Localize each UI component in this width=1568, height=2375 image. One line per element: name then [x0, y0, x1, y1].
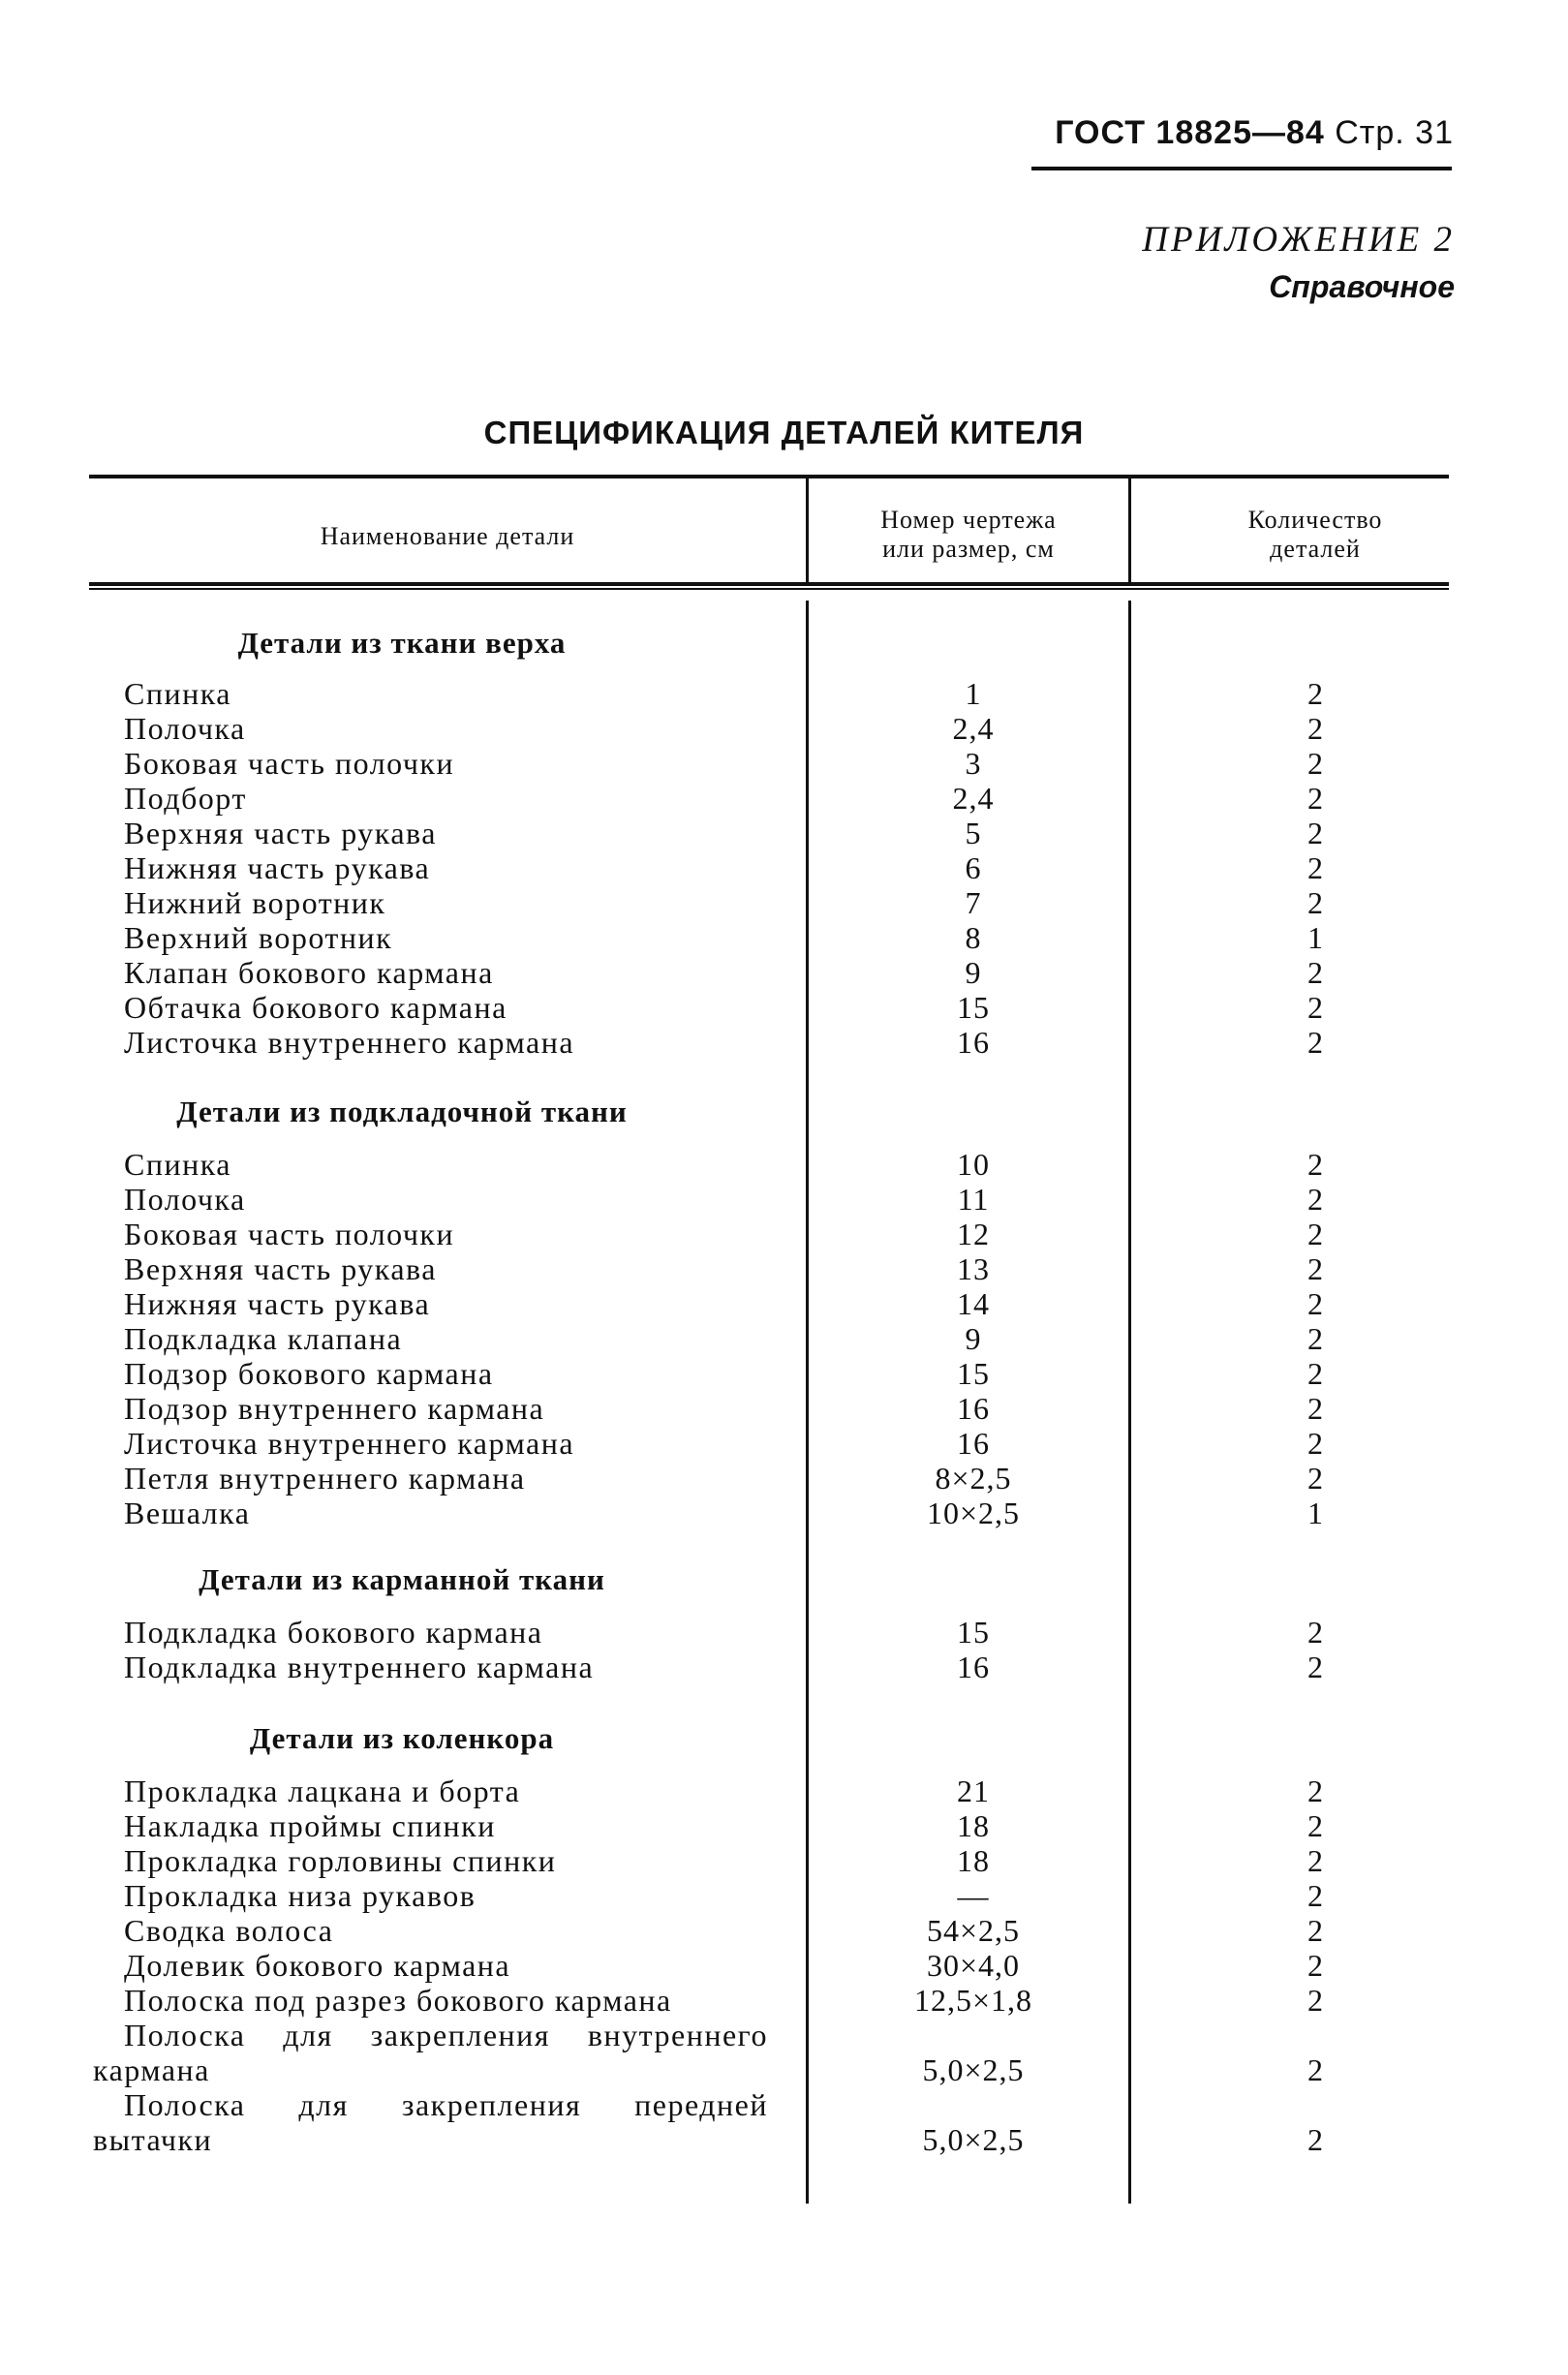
row-name: Полочка [124, 711, 246, 746]
column-header-number-line1: Номер чертежа [880, 506, 1057, 534]
row-quantity: 2 [1307, 1025, 1323, 1060]
row-name: Прокладка лацкана и борта [124, 1774, 521, 1808]
row-number: 21 [957, 1774, 990, 1808]
row-number: 6 [965, 850, 982, 885]
row-quantity: 2 [1307, 1615, 1323, 1650]
row-quantity: 2 [1307, 1913, 1323, 1948]
table-row [0, 1496, 1568, 1530]
page-number: Стр. 31 [1335, 114, 1454, 151]
row-quantity: 2 [1307, 1182, 1323, 1217]
column-header-quantity-line2: деталей [1270, 535, 1361, 563]
row-number: 5,0×2,5 [922, 2122, 1025, 2157]
column-header-quantity [1131, 506, 1499, 564]
row-quantity: 2 [1307, 1321, 1323, 1356]
table-row [0, 990, 1568, 1025]
section-title: Детали из карманной ткани [199, 1562, 605, 1596]
table-row [0, 1182, 1568, 1217]
row-name: Подкладка внутреннего кармана [124, 1650, 595, 1684]
row-name-line2: кармана [93, 2052, 210, 2087]
table-row [0, 920, 1568, 955]
row-quantity: 2 [1307, 1774, 1323, 1808]
row-name: Нижняя часть рукава [124, 1286, 431, 1321]
table-row [0, 676, 1568, 711]
row-number: 16 [957, 1650, 990, 1684]
row-quantity: 2 [1307, 990, 1323, 1025]
document-header [1055, 114, 1454, 152]
row-number: 8×2,5 [935, 1461, 1012, 1496]
row-name: Боковая часть полочки [124, 746, 455, 781]
row-name: Долевик бокового кармана [124, 1948, 511, 1983]
row-number: 18 [957, 1808, 990, 1843]
row-number: 5,0×2,5 [922, 2052, 1025, 2087]
row-number: 3 [965, 746, 982, 781]
table-row [0, 1843, 1568, 1878]
row-number: 15 [957, 990, 990, 1025]
row-quantity: 2 [1307, 781, 1323, 816]
row-name: Боковая часть полочки [124, 1217, 455, 1251]
row-name: Подборт [124, 781, 247, 816]
row-name: Клапан бокового кармана [124, 955, 494, 990]
table-row [0, 2087, 1568, 2157]
row-number: 30×4,0 [926, 1948, 1021, 1983]
row-name: Петля внутреннего кармана [124, 1461, 526, 1496]
row-quantity: 2 [1307, 1286, 1323, 1321]
row-name: Нижняя часть рукава [124, 850, 431, 885]
table-row [0, 1913, 1568, 1948]
row-number: — [957, 1878, 990, 1913]
row-number: 2,4 [952, 711, 995, 746]
row-number: 14 [957, 1286, 990, 1321]
section-title: Детали из подкладочной ткани [176, 1095, 628, 1128]
row-name: Прокладка горловины спинки [124, 1843, 557, 1878]
row-name: Верхняя часть рукава [124, 1251, 437, 1286]
row-quantity: 1 [1307, 920, 1323, 955]
row-quantity: 2 [1307, 1217, 1323, 1251]
row-quantity: 2 [1307, 746, 1323, 781]
column-header-number-line2: или размер, см [882, 535, 1055, 563]
row-number: 54×2,5 [926, 1913, 1021, 1948]
row-name: Нижний воротник [124, 885, 386, 920]
row-quantity: 2 [1307, 1948, 1323, 1983]
row-quantity: 2 [1307, 711, 1323, 746]
row-quantity: 2 [1307, 1356, 1323, 1391]
row-quantity: 2 [1307, 1461, 1323, 1496]
row-name: Верхняя часть рукава [124, 816, 437, 850]
row-quantity: 2 [1307, 816, 1323, 850]
row-quantity: 2 [1307, 2122, 1323, 2157]
row-name: Верхний воротник [124, 920, 393, 955]
row-number: 12 [957, 1217, 990, 1251]
row-quantity: 2 [1307, 1983, 1323, 2018]
table-row [0, 1321, 1568, 1356]
gost-number: ГОСТ 18825—84 [1055, 114, 1325, 151]
table-row [0, 1948, 1568, 1983]
row-name: Обтачка бокового кармана [124, 990, 507, 1025]
row-number: 7 [965, 885, 982, 920]
table-row [0, 1808, 1568, 1843]
row-name: Листочка внутреннего кармана [124, 1426, 575, 1461]
row-quantity: 2 [1307, 1251, 1323, 1286]
row-quantity: 2 [1307, 2052, 1323, 2087]
table-row [0, 1251, 1568, 1286]
row-name: Подкладка клапана [124, 1321, 403, 1356]
row-name: Спинка [124, 1147, 231, 1182]
row-number: 16 [957, 1426, 990, 1461]
row-name: Листочка внутреннего кармана [124, 1025, 575, 1060]
row-number: 18 [957, 1843, 990, 1878]
table-row [0, 1615, 1568, 1650]
section-title: Детали из ткани верха [237, 626, 567, 660]
row-quantity: 2 [1307, 885, 1323, 920]
row-quantity: 2 [1307, 1808, 1323, 1843]
column-header-quantity-line1: Количество [1247, 506, 1383, 534]
table-row [0, 1286, 1568, 1321]
appendix-note: Справочное [1269, 269, 1455, 304]
table-row [0, 1774, 1568, 1808]
row-number: 11 [957, 1182, 990, 1217]
row-name: Полоска под разрез бокового кармана [124, 1983, 672, 2018]
appendix-title: ПРИЛОЖЕНИЕ 2 [1142, 220, 1455, 260]
row-name: Подкладка бокового кармана [124, 1615, 543, 1650]
table-row [0, 711, 1568, 746]
row-number: 12,5×1,8 [913, 1983, 1033, 2018]
table-row [0, 1147, 1568, 1182]
table-header-rule-2 [89, 588, 1449, 590]
row-name: Вешалка [124, 1496, 251, 1530]
row-number: 2,4 [952, 781, 995, 816]
row-quantity: 2 [1307, 1147, 1323, 1182]
row-quantity: 2 [1307, 955, 1323, 990]
row-quantity: 2 [1307, 850, 1323, 885]
row-name: Подзор внутреннего кармана [124, 1391, 545, 1426]
row-number: 5 [965, 816, 982, 850]
row-quantity: 2 [1307, 1650, 1323, 1684]
table-row [0, 781, 1568, 816]
table-row [0, 1391, 1568, 1426]
row-quantity: 2 [1307, 1391, 1323, 1426]
row-number: 16 [957, 1391, 990, 1426]
row-name: Полочка [124, 1182, 246, 1217]
row-name-line2: вытачки [93, 2122, 213, 2157]
table-row [0, 1025, 1568, 1060]
row-quantity: 2 [1307, 1843, 1323, 1878]
row-number: 9 [965, 1321, 982, 1356]
table-row [0, 2018, 1568, 2087]
table-row [0, 1878, 1568, 1913]
page-title: СПЕЦИФИКАЦИЯ ДЕТАЛЕЙ КИТЕЛЯ [483, 415, 1085, 450]
row-name-line1: Полоска для закрепления внутреннего [124, 2018, 768, 2052]
table-row [0, 1426, 1568, 1461]
row-number: 9 [965, 955, 982, 990]
row-number: 16 [957, 1025, 990, 1060]
row-quantity: 1 [1307, 1496, 1323, 1530]
table-top-rule [89, 475, 1449, 478]
table-row [0, 1461, 1568, 1496]
column-header-name: Наименование детали [320, 522, 575, 550]
row-quantity: 2 [1307, 676, 1323, 711]
table-row [0, 1217, 1568, 1251]
row-number: 10×2,5 [926, 1496, 1021, 1530]
row-number: 15 [957, 1615, 990, 1650]
table-row [0, 1650, 1568, 1684]
table-row [0, 816, 1568, 850]
table-row [0, 746, 1568, 781]
table-row [0, 1356, 1568, 1391]
row-number: 1 [965, 676, 982, 711]
table-row [0, 885, 1568, 920]
header-rule [1031, 167, 1452, 170]
row-name-line1: Полоска для закрепления передней [124, 2087, 768, 2122]
table-row [0, 1983, 1568, 2018]
row-number: 15 [957, 1356, 990, 1391]
row-name: Спинка [124, 676, 231, 711]
row-name: Сводка волоса [124, 1913, 334, 1948]
row-quantity: 2 [1307, 1878, 1323, 1913]
row-number: 10 [957, 1147, 990, 1182]
row-number: 13 [957, 1251, 990, 1286]
table-header-rule [89, 582, 1449, 586]
row-name: Прокладка низа рукавов [124, 1878, 477, 1913]
row-quantity: 2 [1307, 1426, 1323, 1461]
table-row [0, 850, 1568, 885]
table-row [0, 955, 1568, 990]
row-name: Подзор бокового кармана [124, 1356, 494, 1391]
section-title: Детали из коленкора [249, 1721, 555, 1755]
row-name: Накладка проймы спинки [124, 1808, 496, 1843]
row-number: 8 [965, 920, 982, 955]
column-header-number [809, 506, 1128, 564]
